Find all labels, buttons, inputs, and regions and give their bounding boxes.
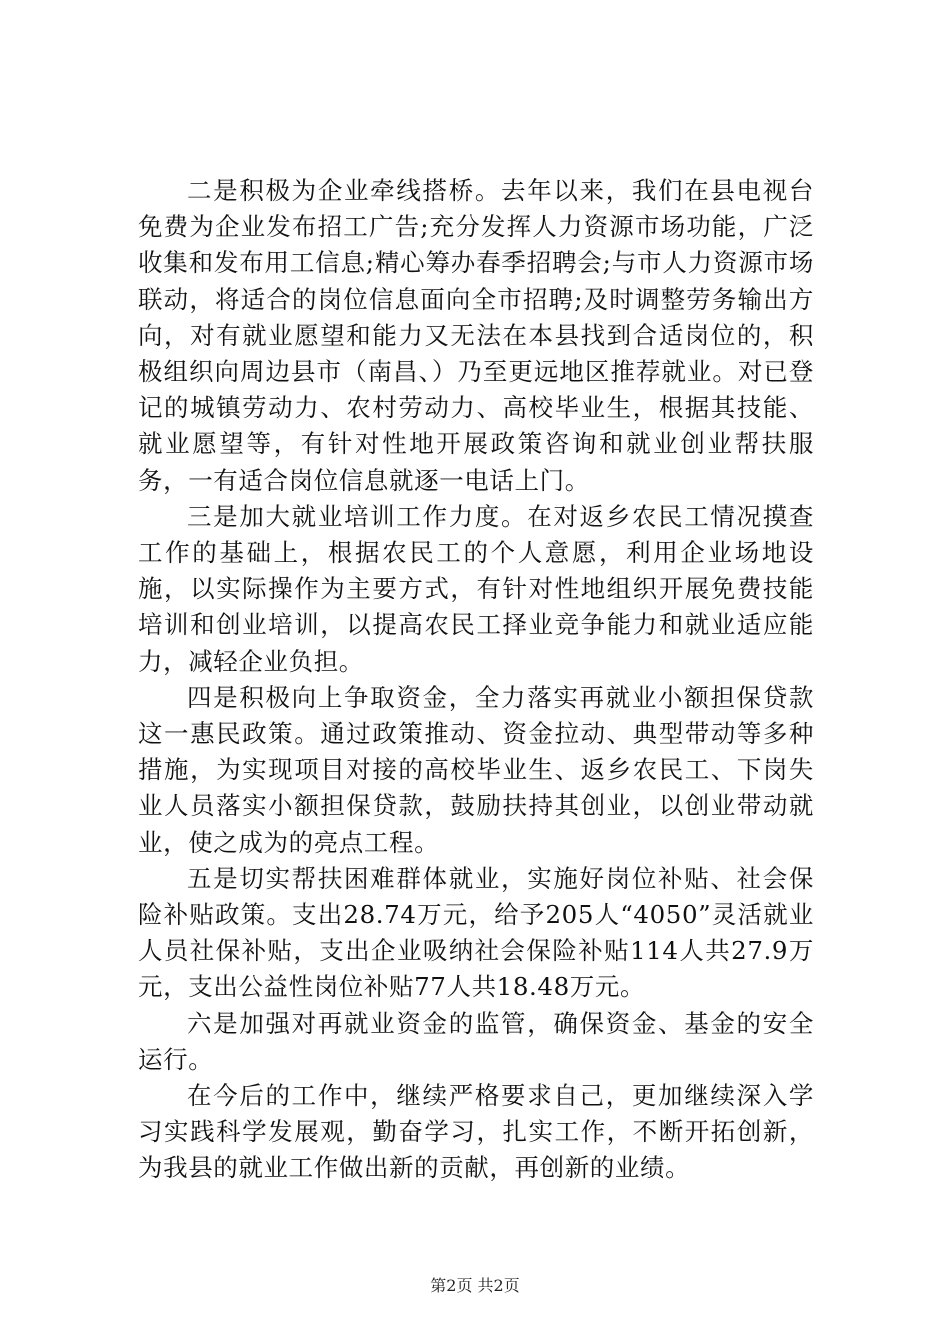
paragraph-3: 四是积极向上争取资金，全力落实再就业小额担保贷款这一惠民政策。通过政策推动、资金拉动、典型带动等多种措施，为实现项目对接的高校毕业生、返乡农民工、下岗失业人员落实小额担保贷款，鼓励扶持其创业，以创业带动就业，使之成为的亮点工程。 <box>138 682 814 857</box>
page-footer: 第2页 共2页 <box>430 1276 520 1295</box>
paragraph-5: 六是加强对再就业资金的监管，确保资金、基金的安全运行。 <box>138 1008 814 1074</box>
document-body <box>138 173 814 1187</box>
paragraph-1: 二是积极为企业牵线搭桥。去年以来，我们在县电视台免费为企业发布招工广告;充分发挥人力资源市场功能，广泛收集和发布用工信息;精心筹办春季招聘会;与市人力资源市场联动，将适合的岗位信息面向全市招聘;及时调整劳务输出方向，对有就业愿望和能力又无法在本县找到合适岗位的，积极组织向周边县市（南昌、）乃至更远地区推荐就业。对已登记的城镇劳动力、农村劳动力、高校毕业生，根据其技能、就业愿望等，有针对性地开展政策咨询和就业创业帮扶服务，一有适合岗位信息就逐一电话上门。 <box>138 176 814 495</box>
paragraph-4: 五是切实帮扶困难群体就业，实施好岗位补贴、社会保险补贴政策。支出28.74万元，给予205人“4050”灵活就业人员社保补贴，支出企业吸纳社会保险补贴114人共27.9万元，支出公益性岗位补贴77人共18.48万元。 <box>138 863 814 1002</box>
paragraph-6: 在今后的工作中，继续严格要求自己，更加继续深入学习实践科学发展观，勤奋学习，扎实工作，不断开拓创新，为我县的就业工作做出新的贡献，再创新的业绩。 <box>138 1081 814 1183</box>
paragraph-2: 三是加大就业培训工作力度。在对返乡农民工情况摸查工作的基础上，根据农民工的个人意愿，利用企业场地设施，以实际操作为主要方式，有针对性地组织开展免费技能培训和创业培训，以提高农民工择业竞争能力和就业适应能力，减轻企业负担。 <box>138 501 814 676</box>
